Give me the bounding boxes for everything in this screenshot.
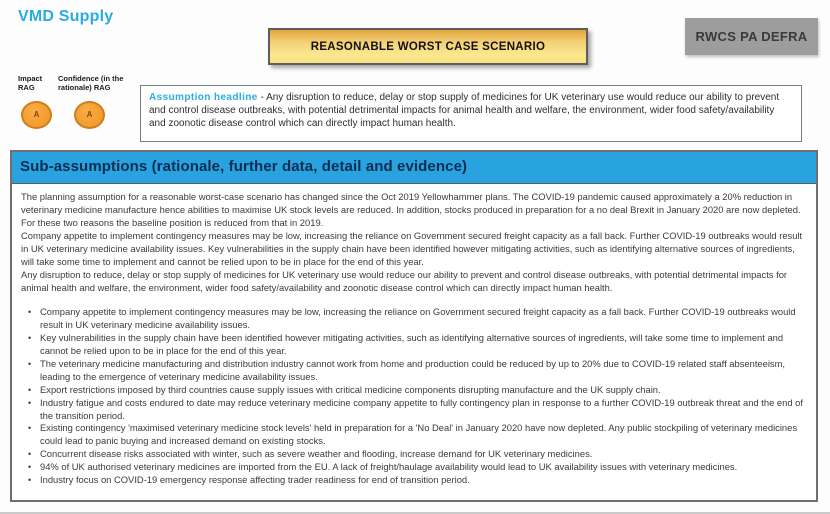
- assumption-headline-text: - Any disruption to reduce, delay or stop supply of medicines for UK veterinary use would reduce our ability to prevent and control disease outbreaks, with potential detrimental impacts for animal health and welfare, the environment, wider food safety/availability and zoonotic disease control which can directly impact human health.: [149, 92, 780, 130]
- impact-rag-value: A: [33, 110, 40, 120]
- sub-assumptions-title: Sub-assumptions (rationale, further data, detail and evidence): [20, 158, 468, 175]
- rationale-paragraph: The planning assumption for a reasonable worst-case scenario has changed since the Oct 2019 Yellowhammer plans. The COVID-19 pandemic caused approximately a 20% reduction in veterinary medicine manufacture hence abilities to maximise UK stock levels are reduced. In addition, stocks produced in preparation for a no deal Brexit in January 2020 are now depleted. For these two reasons the baseline position is reduced from that in 2019.: [21, 191, 801, 228]
- sub-assumptions-title-bar: [12, 152, 816, 184]
- confidence-rag-indicator: [74, 101, 105, 129]
- assumption-headline-box: [140, 85, 802, 142]
- impact-rag: [18, 74, 56, 129]
- bullet-item: • Company appetite to implement contingency measures may be low, increasing the reliance on Government secured freight capacity as a fall back. Further COVID-19 outbreaks would result in UK veterinary medicine availability issues.: [27, 306, 807, 332]
- rwcs-banner: [268, 28, 588, 65]
- sub-assumptions-body: [12, 184, 816, 487]
- bullet-item: • Export restrictions imposed by third countries cause supply issues with critical medicine components disrupting manufacture and the UK supply chain.: [27, 384, 807, 397]
- bullet-item: • 94% of UK authorised veterinary medicines are imported from the EU. A lack of freight/haulage availability would lead to UK availability issues with veterinary medicines.: [27, 461, 807, 474]
- sub-assumptions-bullet-list: [21, 306, 807, 488]
- confidence-rag: [58, 74, 132, 129]
- defra-badge: [685, 18, 818, 55]
- rwcs-banner-label: REASONABLE WORST CASE SCENARIO: [310, 40, 546, 53]
- sub-assumptions-panel: [10, 150, 818, 502]
- vmd-supply-logo: VMD Supply: [18, 8, 114, 25]
- impact-rag-label: Impact RAG: [18, 74, 43, 93]
- bullet-item: • Industry fatigue and costs endured to date may reduce veterinary medicine company appetite to fully contingency plan in response to a further COVID-19 outbreak threat and the end of the transition period.: [27, 397, 807, 423]
- rationale-paragraph: Any disruption to reduce, delay or stop supply of medicines for UK veterinary use would reduce our ability to prevent and control disease outbreaks, with potential detrimental impacts for animal health and welfare, the environment, wider food safety/availability and zoonotic disease control which can directly impact human health.: [21, 268, 788, 293]
- assumption-headline-label: Assumption headline: [149, 92, 258, 103]
- bullet-item: • The veterinary medicine manufacturing and distribution industry cannot work from home and production could be reduced by up to 20% due to COVID-19 related staff absenteeism, leading to the emergence of veterinary medicine availability issues.: [27, 358, 807, 384]
- impact-rag-indicator: [21, 101, 52, 129]
- bullet-item: • Key vulnerabilities in the supply chain have been identified however mitigating activities, such as identifying alternative sources of ingredients, will take some time to implement and cannot be relied upon to be in place for the end of this year.: [27, 332, 807, 358]
- bullet-item: • Concurrent disease risks associated with winter, such as severe weather and flooding, increase demand for UK veterinary medicines.: [27, 448, 807, 461]
- bullet-item: • Existing contingency 'maximised veterinary medicine stock levels' held in preparation for a 'No Deal' in January 2020 have now depleted. Any public stockpiling of veterinary medicines could lead to panic buying and increased demand on existing stocks.: [27, 422, 807, 448]
- defra-badge-label: RWCS PA DEFRA: [695, 29, 808, 44]
- confidence-rag-label: Confidence (in the rationale) RAG: [58, 74, 124, 93]
- bullet-item: • Industry focus on COVID-19 emergency response affecting trader readiness for end of transition period.: [27, 474, 807, 487]
- rationale-paragraph: Company appetite to implement contingency measures may be low, increasing the reliance on Government secured freight capacity as a fall back. Further COVID-19 outbreaks would result in UK veterinary medicine availability issues. Key vulnerabilities in the supply chain have been identified however mitigating activities, such as identifying alternative sources of ingredients, will take some time to implement and cannot be relied upon to be in place for the end of this year.: [21, 229, 803, 267]
- confidence-rag-value: A: [86, 110, 93, 120]
